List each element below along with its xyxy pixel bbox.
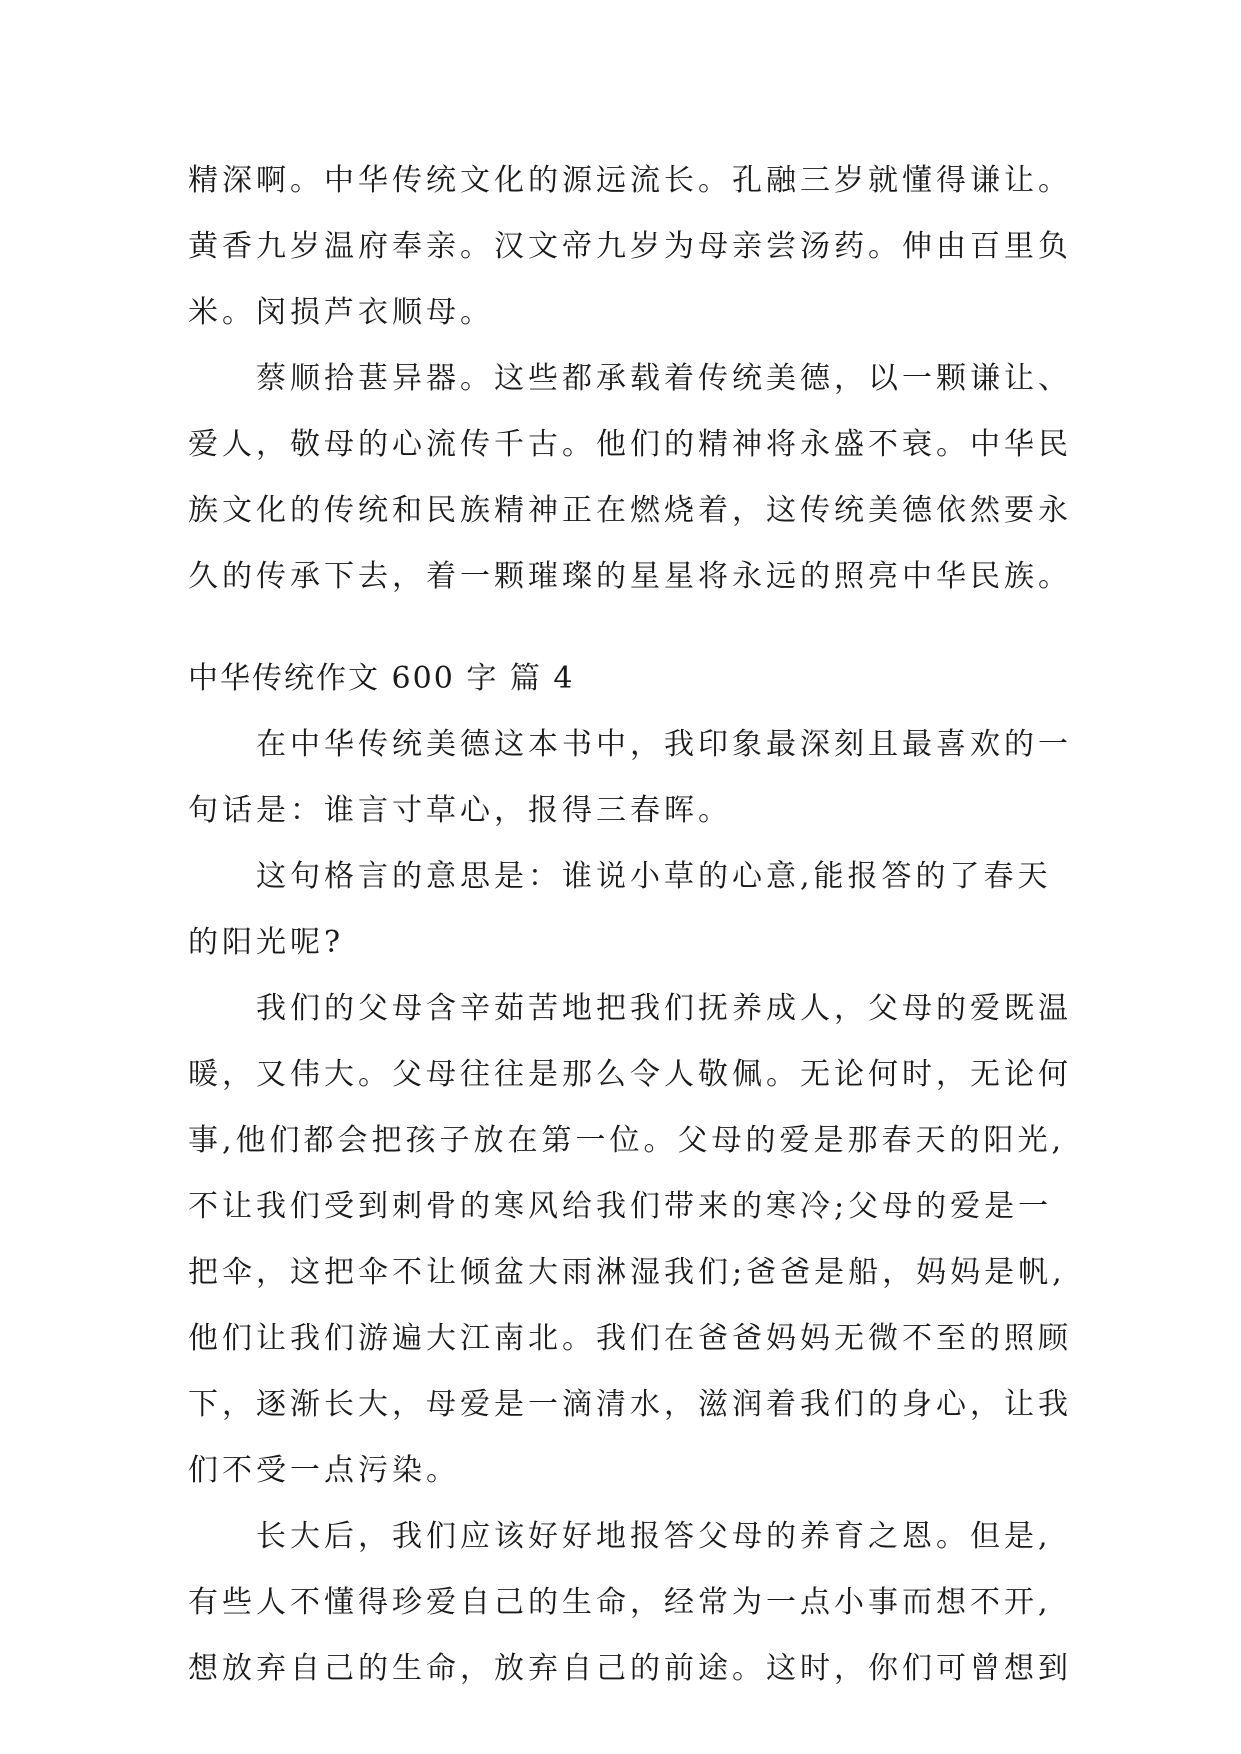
- text-line: 暖，又伟大。父母往往是那么令人敬佩。无论何时，无论何: [188, 1057, 1072, 1092]
- paragraph: [188, 1514, 1072, 1692]
- text-line: 下，逐渐长大，母爱是一滴清水，滋润着我们的身心，让我: [188, 1387, 1072, 1422]
- paragraph: [188, 356, 1072, 600]
- text-line: 他们让我们游遍大江南北。我们在爸爸妈妈无微不至的照顾: [188, 1321, 1072, 1356]
- text-block-continued: [188, 158, 1072, 336]
- text-line: 黄香九岁温府奉亲。汉文帝九岁为母亲尝汤药。伸由百里负: [188, 229, 1072, 264]
- text-line: 把伞，这把伞不让倾盆大雨淋湿我们;爸爸是船，妈妈是帆,: [188, 1255, 1066, 1290]
- paragraph: [188, 854, 1058, 966]
- text-line: 族文化的传统和民族精神正在燃烧着，这传统美德依然要永: [188, 493, 1072, 528]
- text-line: 事,他们都会把孩子放在第一位。父母的爱是那春天的阳光,: [188, 1123, 1066, 1158]
- text-line: 们不受一点污染。: [188, 1453, 460, 1488]
- text-line: 精深啊。中华传统文化的源远流长。孔融三岁就懂得谦让。: [188, 163, 1072, 198]
- text-line: 米。闵损芦衣顺母。: [188, 295, 494, 330]
- paragraph: [188, 986, 1072, 1494]
- text-line: 久的传承下去，着一颗璀璨的星星将永远的照亮中华民族。: [188, 559, 1072, 594]
- text-line: 蔡顺拾葚异器。这些都承载着传统美德，以一颗谦让、: [256, 361, 1072, 396]
- text-line: 想放弃自己的生命，放弃自己的前途。这时，你们可曾想到: [188, 1651, 1072, 1686]
- section-heading: 中华传统作文 600 字 篇 4: [188, 661, 575, 696]
- text-line: 在中华传统美德这本书中，我印象最深刻且最喜欢的一: [256, 727, 1072, 762]
- document-page: [188, 158, 1072, 1712]
- text-line: 我们的父母含辛茹苦地把我们抚养成人，父母的爱既温: [256, 991, 1072, 1026]
- text-line: 这句格言的意思是：谁说小草的心意,能报答的了春天: [256, 859, 1052, 894]
- text-line: 长大后，我们应该好好地报答父母的养育之恩。但是,: [256, 1519, 1052, 1554]
- text-line: 爱人，敬母的心流传千古。他们的精神将永盛不衰。中华民: [188, 427, 1072, 462]
- text-line: 不让我们受到刺骨的寒风给我们带来的寒冷;父母的爱是一: [188, 1189, 1053, 1224]
- text-line: 句话是：谁言寸草心，报得三春晖。: [188, 793, 732, 828]
- text-line: 的阳光呢?: [188, 925, 345, 960]
- text-line: 有些人不懂得珍爱自己的生命，经常为一点小事而想不开,: [188, 1585, 1052, 1620]
- paragraph: [188, 722, 1072, 834]
